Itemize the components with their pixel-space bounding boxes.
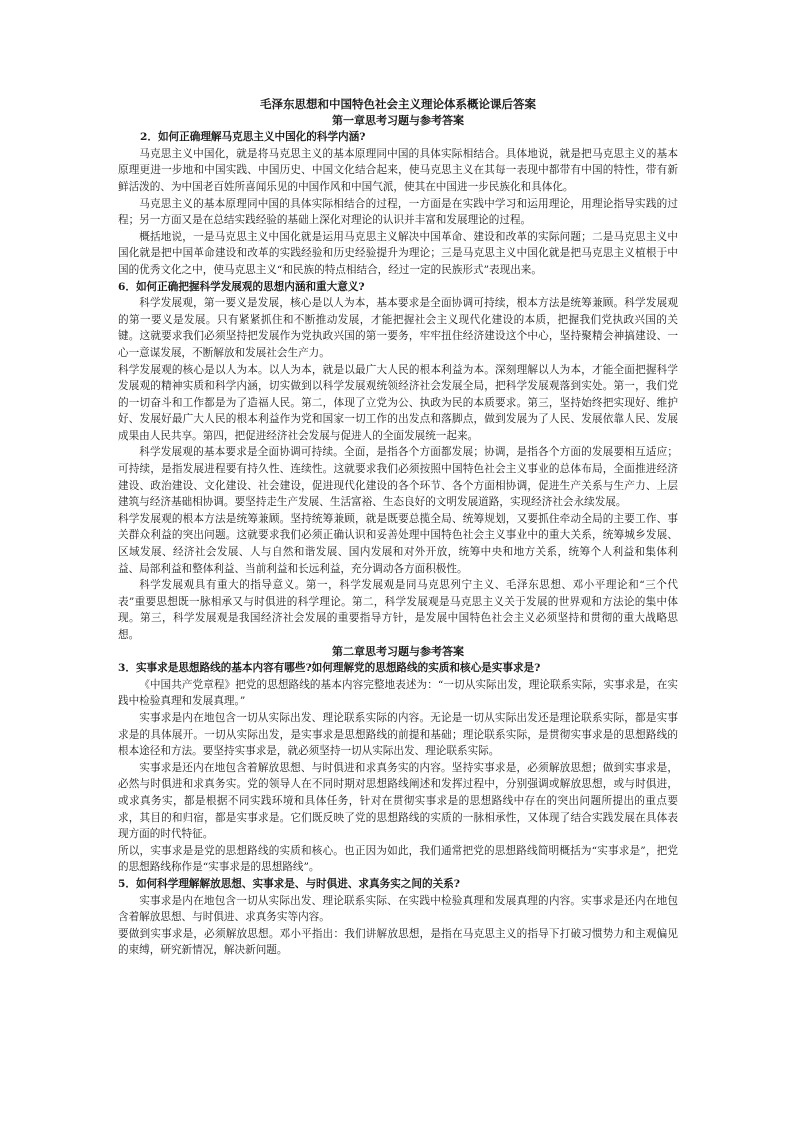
paragraph: 所以，实事求是是党的思想路线的实质和核心。也正因为如此，我们通常把党的思想路线简明概括为“实事求是”，把党的思想路线称作是“实事求是的思想路线”。 (118, 844, 678, 874)
document-page (118, 96, 678, 959)
paragraph: 要做到实事求是，必须解放思想。邓小平指出：我们讲解放思想，是指在马克思主义的指导下打破习惯势力和主观偏见的束缚，研究新情况，解决新问题。 (118, 927, 678, 957)
paragraph: 《中国共产党章程》把党的思想路线的基本内容完整地表述为：“一切从实际出发，理论联系实际，实事求是，在实践中检验真理和发展真理。” (118, 678, 678, 708)
question-2-heading: 2．如何正确理解马克思主义中国化的科学内涵? (140, 131, 366, 144)
paragraph: 科学发展观的根本方法是统筹兼顾。坚持统筹兼顾，就是既要总揽全局、统筹规划，又要抓住牵动全局的主要工作、事关群众利益的突出问题。这就要求我们必须正确认识和妥善处理中国特色社会主义事业中的重大关系，统筹城乡发展、区域发展、经济社会发展、人与自然和谐发展、国内发展和对外开放，统筹中央和地方关系，统筹个人利益和集体利益、局部利益和整体利益、当前利益和长远利益，充分调动各方面积极性。 (118, 512, 678, 575)
question-3-heading: 3．实事求是思想路线的基本内容有哪些?如何理解党的思想路线的实质和核心是实事求是? (118, 662, 541, 675)
paragraph: 实事求是还内在地包含着解放思想、与时俱进和求真务实的内容。坚持实事求是，必须解放思想；做到实事求是，必然与时俱进和求真务实。党的领导人在不同时期对思想路线阐述和发挥过程中，分别强调或解放思想，或与时俱进，或求真务实，都是根据不同实践环境和具体任务，针对在贯彻实事求是的思想路线中存在的突出问题所提出的重点要求，其目的和归宿，都是实事求是。它们既反映了党的思想路线的实质的一脉相承性，又体现了结合实践发展在具体表现方面的时代特征。 (118, 761, 678, 841)
paragraph: 科学发展观的基本要求是全面协调可持续。全面，是指各个方面都发展；协调，是指各个方面的发展要相互适应；可持续，是指发展进程要有持久性、连续性。这就要求我们必须按照中国特色社会主义事业的总体布局，全面推进经济建设、政治建设、文化建设、社会建设，促进现代化建设的各个环节、各个方面相协调，促进生产关系与生产力、上层建筑与经济基础相协调。要坚持走生产发展、生活富裕、生态良好的文明发展道路，实现经济社会永续发展。 (118, 446, 678, 509)
question-5-heading: 5．如何科学理解解放思想、实事求是、与时俱进、求真务实之间的关系? (118, 877, 460, 890)
paragraph: 科学发展观的核心是以人为本。以人为本，就是以最广大人民的根本利益为本。深刻理解以人为本，才能全面把握科学发展观的精神实质和科学内涵，切实做到以科学发展观统领经济社会发展全局，把科学发展观落到实处。第一，我们党的一切奋斗和工作都是为了造福人民。第二，体现了立党为公、执政为民的本质要求。第三，坚持始终把实现好、维护好、发展好最广大人民的根本利益作为党和国家一切工作的出发点和落脚点，做到发展为了人民、发展依靠人民、发展成果由人民共享。第四，把促进经济社会发展与促进人的全面发展统一起来。 (118, 363, 678, 442)
question-6-heading: 6．如何正确把握科学发展观的思想内涵和重大意义? (118, 280, 365, 293)
paragraph: 科学发展观具有重大的指导意义。第一，科学发展观是同马克思列宁主义、毛泽东思想、邓小平理论和“三个代表”重要思想既一脉相承又与时俱进的科学理论。第二，科学发展观是马克思主义关于发展的世界观和方法论的集中体现。第三，科学发展观是我国经济社会发展的重要指导方针，是发展中国特色社会主义必须坚持和贯彻的重大战略思想。 (118, 579, 678, 641)
paragraph: 概括地说，一是马克思主义中国化就是运用马克思主义解决中国革命、建设和改革的实际问题；二是马克思主义中国化就是把中国革命建设和改革的实践经验和历史经验提升为理论；三是马克思主义中国化就是把马克思主义植根于中国的优秀文化之中，使马克思主义“和民族的特点相结合，经过一定的民族形式”表现出来。 (118, 230, 678, 276)
document-title: 毛泽东思想和中国特色社会主义理论体系概论课后答案 (260, 97, 536, 111)
paragraph: 马克思主义的基本原理同中国的具体实际相结合的过程，一方面是在实践中学习和运用理论，用理论指导实践的过程；另一方面又是在总结实践经验的基础上深化对理论的认识并丰富和发展理论的过程。 (118, 197, 678, 227)
chapter-1-heading: 第一章思考习题与参考答案 (332, 113, 464, 127)
paragraph: 实事求是内在地包含一切从实际出发、理论联系实际、在实践中检验真理和发展真理的内容。实事求是还内在地包含着解放思想、与时俱进、求真务实等内容。 (118, 894, 678, 924)
paragraph: 科学发展观，第一要义是发展，核心是以人为本，基本要求是全面协调可持续，根本方法是统筹兼顾。科学发展观的第一要义是发展。只有紧紧抓住和不断推动发展，才能把握社会主义现代化建设的本质，把握我们党执政兴国的关键。这就要求我们必须坚持把发展作为党执政兴国的第一要务，牢牢扭住经济建设这个中心，坚持聚精会神搞建设、一心一意谋发展，不断解放和发展社会生产力。 (118, 297, 678, 359)
paragraph: 实事求是内在地包含一切从实际出发、理论联系实际的内容。无论是一切从实际出发还是理论联系实际，都是实事求是的具体展开。一切从实际出发，是实事求是思想路线的前提和基础；理论联系实际，是贯彻实事求是的思想路线的根本途径和方法。要坚持实事求是，就必须坚持一切从实际出发、理论联系实际。 (118, 711, 678, 758)
chapter-2-heading: 第二章思考习题与参考答案 (332, 644, 464, 658)
paragraph: 马克思主义中国化，就是将马克思主义的基本原理同中国的具体实际相结合。具体地说，就是把马克思主义的基本原理更进一步地和中国实践、中国历史、中国文化结合起来，使马克思主义在其每一表现中都带有中国的特性，带有新鲜活泼的、为中国老百姓所喜闻乐见的中国作风和中国气派，使其在中国进一步民族化和具体化。 (118, 147, 678, 193)
